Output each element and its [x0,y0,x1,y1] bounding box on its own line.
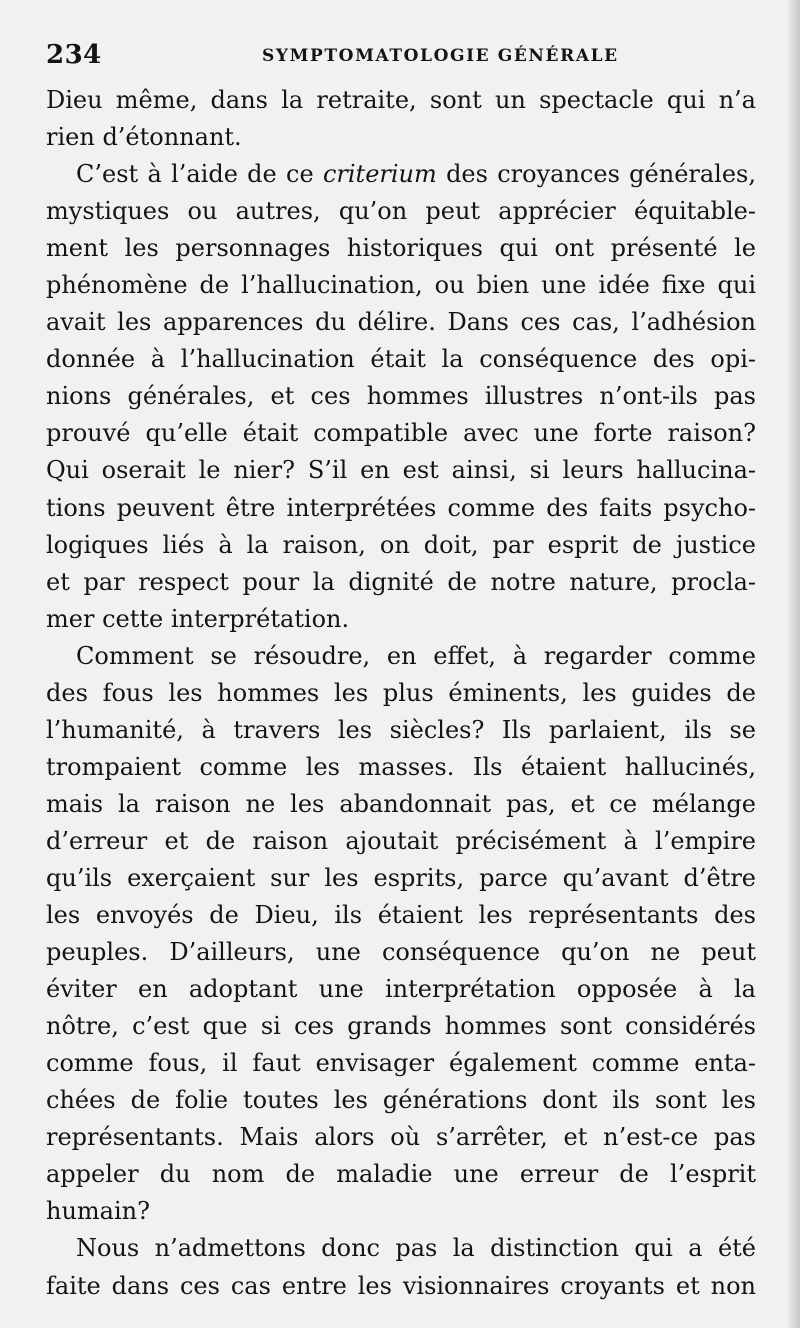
text-run: nions générales, et ces hommes illustres n’ont-ils pas [46,382,756,411]
body-text [46,82,756,1305]
text-line [46,971,756,1008]
page-edge-shadow [786,0,800,1328]
text-run: nôtre, c’est que si ces grands hommes sont considérés [46,1012,756,1041]
text-run: trompaient comme les masses. Ils étaient hallucinés, [46,752,756,781]
text-line [46,119,756,156]
text-line [46,897,756,934]
page-number: 234 [46,40,102,70]
text-line [46,1268,756,1305]
text-run: C’est à l’aide de ce [76,160,323,189]
text-line [46,601,756,638]
text-line [46,1119,756,1156]
text-run: Dieu même, dans la retraite, sont un spectacle qui n’a [46,86,756,114]
text-run: peuples. D’ailleurs, une conséquence qu’on ne peut [46,938,756,967]
text-line [46,1008,756,1045]
text-run: Nous n’admettons donc pas la distinction qui a été [76,1234,756,1263]
text-line [46,1193,756,1230]
text-run: appeler du nom de maladie une erreur de l’esprit [46,1160,756,1189]
text-line [46,675,756,712]
text-run: faite dans ces cas entre les visionnaires croyants et non [46,1271,756,1300]
text-line [46,1156,756,1193]
text-line [46,230,756,267]
text-run: des fous les hommes les plus éminents, les guides de [46,678,756,707]
text-run: Qui oserait le nier? S’il en est ainsi, si leurs hallucina- [46,456,756,485]
text-run: et par respect pour la dignité de notre nature, procla- [46,567,756,596]
text-line [46,786,756,823]
text-run: qu’ils exerçaient sur les esprits, parce qu’avant d’être [46,863,756,892]
text-run: prouvé qu’elle était compatible avec une forte raison? [46,419,756,448]
text-line [46,267,756,304]
text-run: les envoyés de Dieu, ils étaient les représentants des [46,901,756,930]
text-line [46,1082,756,1119]
text-run: phénomène de l’hallucination, ou bien une idée fixe qui [46,271,756,300]
text-line [46,860,756,897]
text-run: éviter en adoptant une interprétation opposée à la [46,975,756,1004]
running-head [46,40,756,74]
text-line [46,452,756,489]
text-line [46,934,756,971]
italic-term: criterium [322,160,437,189]
text-run: Comment se résoudre, en effet, à regarder comme [76,641,756,670]
text-run: avait les apparences du délire. Dans ces cas, l’adhésion [46,308,756,337]
text-line [46,378,756,415]
text-line [46,193,756,230]
text-run: rien d’étonnant. [46,123,242,152]
text-line [46,823,756,860]
text-line [46,415,756,452]
text-line [46,749,756,786]
text-line [46,156,756,193]
text-line [46,341,756,378]
text-run: donnée à l’hallucination était la conséquence des opi- [46,345,756,374]
text-run: représentants. Mais alors où s’arrêter, et n’est-ce pas [46,1123,756,1152]
text-line [46,564,756,601]
text-line [46,304,756,341]
text-run: logiques liés à la raison, on doit, par esprit de justice [46,530,756,559]
text-line [46,490,756,527]
text-line [46,1230,756,1267]
text-run: des croyances générales, [436,160,756,189]
text-line [46,82,756,119]
text-run: comme fous, il faut envisager également comme enta- [46,1049,756,1078]
text-run: l’humanité, à travers les siècles? Ils parlaient, ils se [46,715,756,744]
text-run: chées de folie toutes les générations dont ils sont les [46,1086,756,1115]
text-run: humain? [46,1197,150,1226]
text-run: mais la raison ne les abandonnait pas, et ce mélange [46,789,756,818]
text-run: tions peuvent être interprétées comme des faits psycho- [46,493,756,522]
text-run: ment les personnages historiques qui ont présenté le [46,234,756,263]
text-run: mer cette interprétation. [46,604,350,633]
text-line [46,712,756,749]
running-title: SYMPTOMATOLOGIE GÉNÉRALE [262,46,619,66]
text-run: d’erreur et de raison ajoutait précisément à l’empire [46,826,756,855]
text-run: mystiques ou autres, qu’on peut apprécier équitable- [46,197,756,226]
text-line [46,527,756,564]
text-line [46,638,756,675]
text-line [46,1045,756,1082]
